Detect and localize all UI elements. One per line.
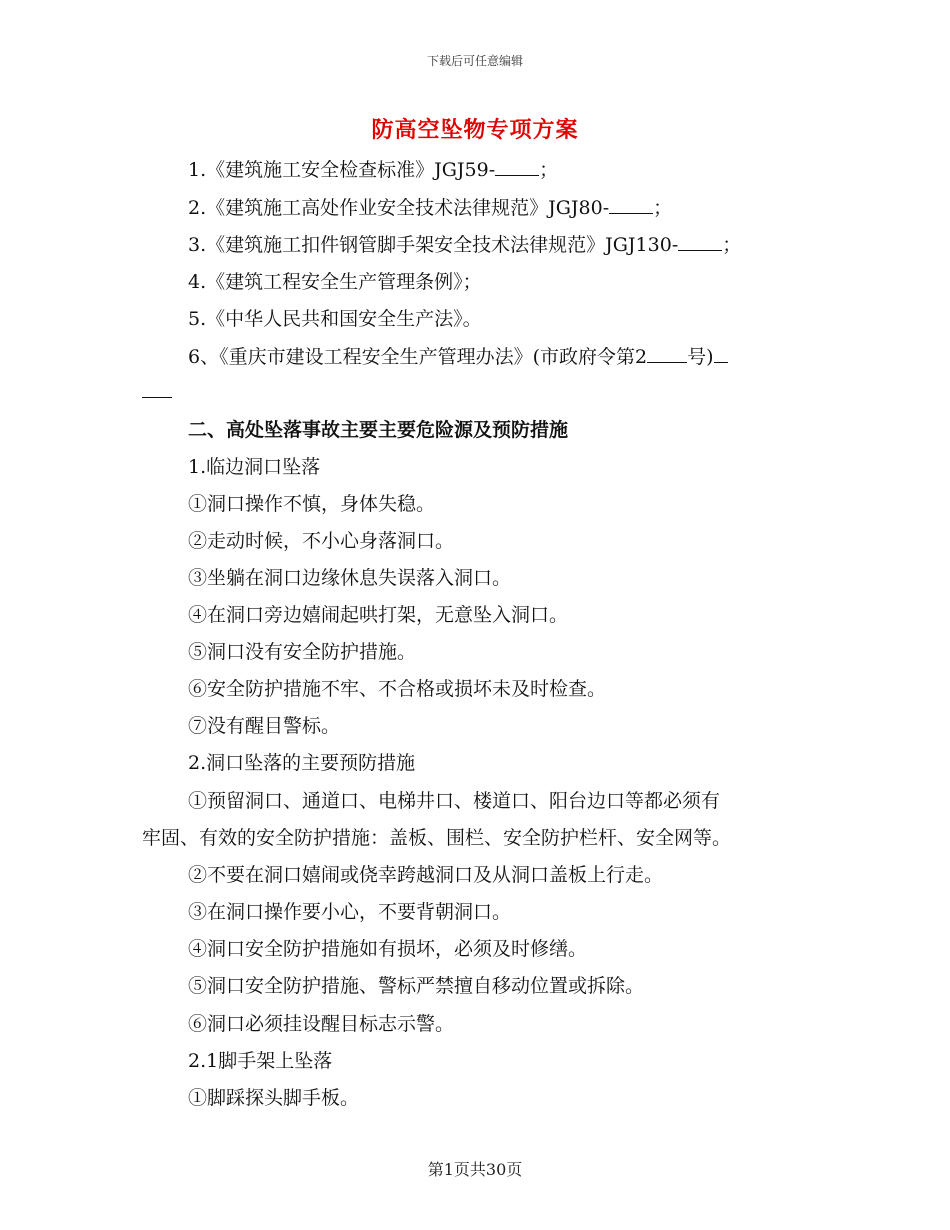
reference-text: 《建筑工程安全生产管理条例》；: [206, 271, 482, 293]
reference-text: 《建筑施工安全检查标准》JGJ59-: [206, 159, 496, 181]
list-item: ③在洞口操作要小心，不要背朝洞口。: [188, 901, 512, 923]
list-item: ②走动时候，不小心身落洞口。: [188, 530, 455, 552]
subsection-title: 2.洞口坠落的主要预防措施: [188, 752, 416, 774]
list-item: ④洞口安全防护措施如有损坏，必须及时修缮。: [188, 938, 588, 960]
reference-item: [188, 345, 728, 369]
blank-underline: [714, 362, 728, 363]
blank-underline: [495, 175, 539, 176]
reference-tail: ；: [722, 234, 742, 256]
reference-tail: ；: [539, 159, 559, 181]
reference-item: [188, 196, 672, 220]
list-item: ③坐躺在洞口边缘休息失误落入洞口。: [188, 567, 512, 589]
subsection-title: 1.临边洞口坠落: [188, 456, 321, 478]
reference-number: 1.: [188, 159, 207, 181]
blank-underline-continuation: [142, 397, 172, 398]
blank-underline: [647, 362, 687, 363]
reference-item: [188, 158, 558, 182]
reference-tail: ；: [653, 197, 673, 219]
reference-item: [188, 307, 482, 331]
page-header-note: 下载后可任意编辑: [426, 54, 523, 68]
list-item: ⑤洞口安全防护措施、警标严禁擅自移动位置或拆除。: [188, 975, 645, 997]
reference-number: 4.: [188, 271, 207, 293]
list-item: ⑦没有醒目警标。: [188, 715, 341, 737]
reference-text: 《建筑施工高处作业安全技术法律规范》JGJ80-: [206, 197, 610, 219]
list-item: ①脚踩探头脚手板。: [188, 1087, 360, 1109]
blank-underline: [678, 250, 722, 251]
list-item: ①预留洞口、通道口、电梯井口、楼道口、阳台边口等都必须有: [188, 790, 721, 812]
blank-underline: [609, 213, 653, 214]
reference-tail: 号): [687, 346, 714, 368]
reference-item: [188, 270, 482, 294]
list-item-continuation: 牢固、有效的安全防护措施：盖板、围栏、安全防护栏杆、安全网等。: [142, 827, 732, 849]
subsection-title: 2.1脚手架上坠落: [188, 1050, 333, 1072]
list-item: ⑥安全防护措施不牢、不合格或损坏未及时检查。: [188, 678, 607, 700]
list-item: ⑥洞口必须挂设醒目标志示警。: [188, 1013, 455, 1035]
reference-text: 《建筑施工扣件钢管脚手架安全技术法律规范》JGJ130-: [206, 234, 679, 256]
reference-number: 6、: [188, 346, 220, 368]
reference-item: [188, 233, 741, 257]
list-item: ⑤洞口没有安全防护措施。: [188, 641, 417, 663]
reference-number: 3.: [188, 234, 207, 256]
list-item: ①洞口操作不慎，身体失稳。: [188, 493, 436, 515]
list-item: ②不要在洞口嬉闹或侥幸跨越洞口及从洞口盖板上行走。: [188, 864, 664, 886]
reference-text: 《重庆市建设工程安全生产管理办法》(市政府令第2: [219, 346, 648, 368]
reference-number: 5.: [188, 308, 207, 330]
reference-number: 2.: [188, 197, 207, 219]
list-item: ④在洞口旁边嬉闹起哄打架，无意坠入洞口。: [188, 604, 569, 626]
reference-text: 《中华人民共和国安全生产法》。: [206, 308, 482, 330]
section-heading: 二、高处坠落事故主要主要危险源及预防措施: [188, 419, 569, 441]
document-title: 防高空坠物专项方案: [371, 117, 579, 143]
page-number-footer: 第1页共30页: [427, 1160, 523, 1179]
